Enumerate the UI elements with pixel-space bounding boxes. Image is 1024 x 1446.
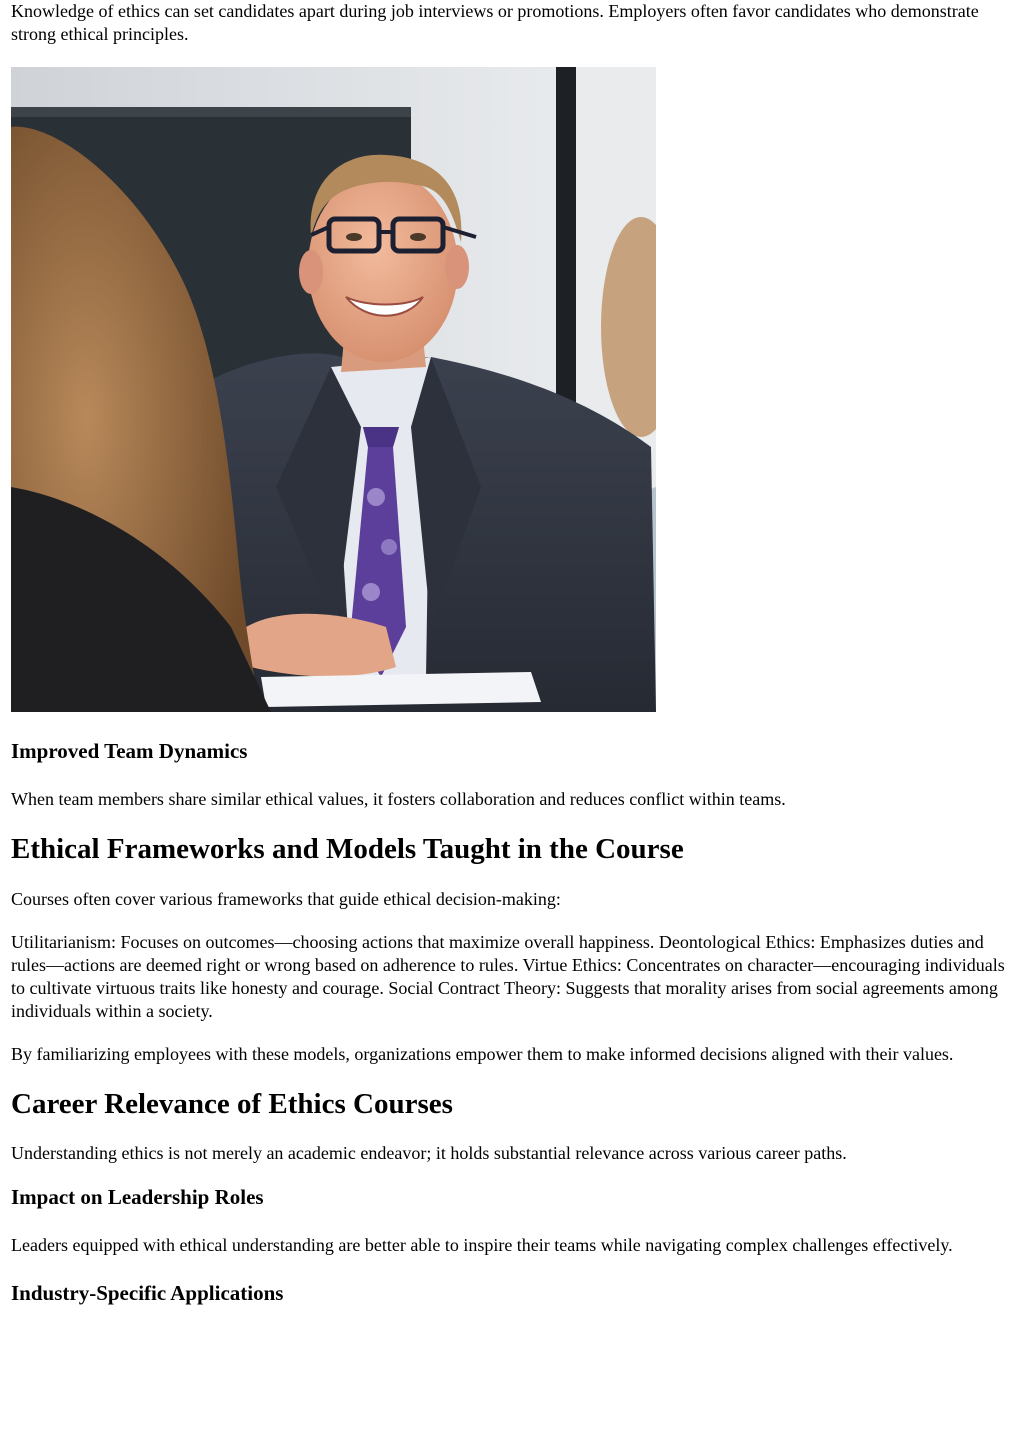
paragraph-frameworks-intro: Courses often cover various frameworks that guide ethical decision-making: xyxy=(11,889,561,909)
heading-ethical-frameworks: Ethical Frameworks and Models Taught in the Course xyxy=(11,833,684,865)
intro-paragraph: Knowledge of ethics can set candidates apart during job interviews or promotions. Employers often favor candidates who demonstrate strong ethical principles. xyxy=(11,1,979,44)
heading-industry-applications: Industry-Specific Applications xyxy=(11,1281,284,1305)
heading-career-relevance: Career Relevance of Ethics Courses xyxy=(11,1088,453,1120)
paragraph-career-relevance: Understanding ethics is not merely an academic endeavor; it holds substantial relevance across various career paths. xyxy=(11,1143,847,1163)
paragraph-frameworks-list: Utilitarianism: Focuses on outcomes—choosing actions that maximize overall happiness. Deontological Ethics: Emphasizes duties and rules—actions are deemed right or wrong based on adherence to rules. Virtue Ethics: Concentrates on character—encouraging individuals to cultivate virtuous traits like honesty and courage. Social Contract Theory: Suggests that morality arises from social agreements among individuals within a society. xyxy=(11,932,1005,1021)
photo-illustration xyxy=(11,67,656,712)
paragraph-leadership-roles: Leaders equipped with ethical understanding are better able to inspire their teams while navigating complex challenges effectively. xyxy=(11,1235,953,1255)
paragraph-team-dynamics: When team members share similar ethical values, it fosters collaboration and reduces conflict within teams. xyxy=(11,789,786,809)
heading-improved-team-dynamics: Improved Team Dynamics xyxy=(11,739,248,763)
paragraph-frameworks-closing: By familiarizing employees with these models, organizations empower them to make informed decisions aligned with their values. xyxy=(11,1044,954,1064)
heading-leadership-roles: Impact on Leadership Roles xyxy=(11,1185,264,1209)
article-photo xyxy=(11,67,656,712)
article-body xyxy=(11,0,1014,1306)
